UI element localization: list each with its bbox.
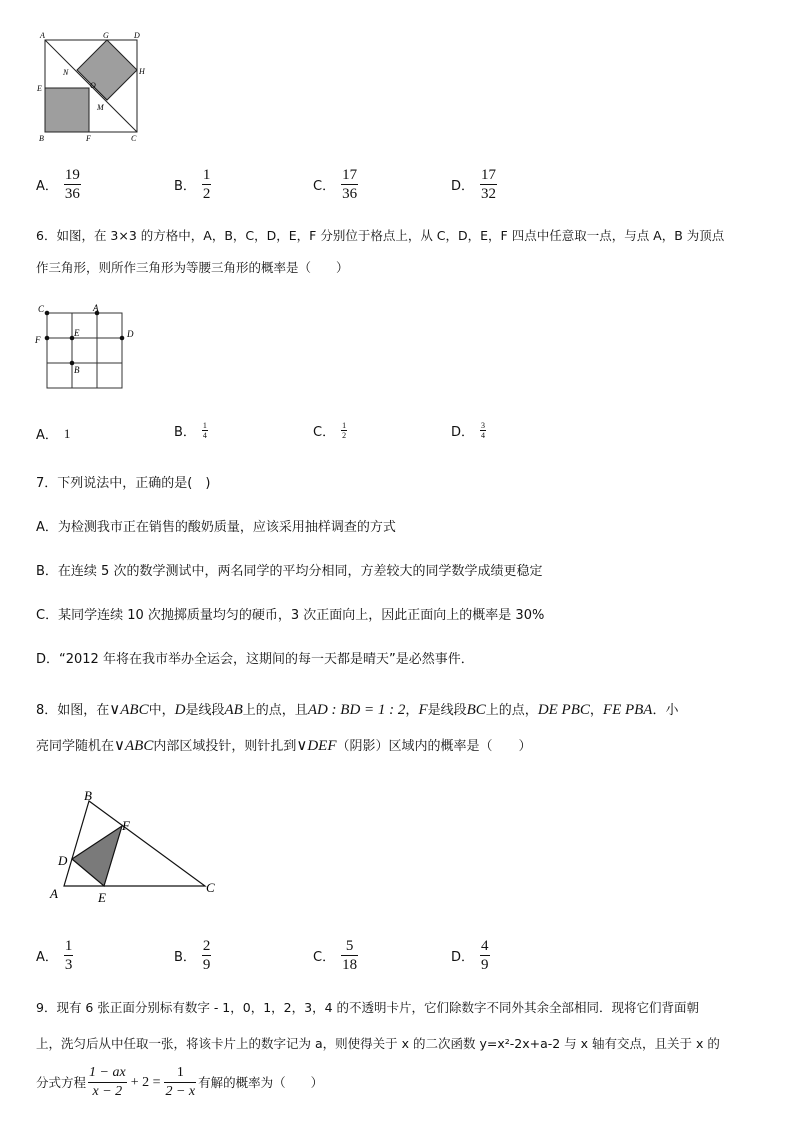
- figure-q5: [30, 28, 155, 148]
- label-M: M: [97, 103, 104, 112]
- q5-option-a[interactable]: A． $\frac{19}{36}$: [36, 167, 80, 202]
- q6-option-b[interactable]: B． $\frac{1}{4}$: [174, 421, 207, 440]
- figure-q6-grid: [30, 300, 140, 392]
- figure-q8-triangle: [40, 788, 230, 908]
- q6-option-d[interactable]: D． $\frac{3}{4}$: [451, 421, 486, 440]
- label-H: H: [139, 67, 145, 76]
- label-E: E: [74, 328, 80, 338]
- label-F: F: [86, 134, 91, 143]
- label-F: F: [122, 818, 130, 833]
- label-B: B: [84, 788, 92, 803]
- label-N: N: [63, 68, 69, 77]
- q5-option-d[interactable]: D． $\frac{17}{32}$: [451, 167, 497, 202]
- q8-option-b[interactable]: B． $\frac{2}{9}$: [174, 938, 211, 973]
- point-f: [45, 336, 50, 341]
- label-F: F: [35, 335, 41, 345]
- label-D: D: [134, 31, 140, 40]
- q7-option-a[interactable]: A．为检测我市正在销售的酸奶质量，应该采用抽样调查的方式: [36, 520, 396, 535]
- label-O: O: [90, 81, 96, 90]
- label-C: C: [38, 304, 45, 314]
- q8-option-d[interactable]: D． $\frac{4}{9}$: [451, 938, 489, 973]
- triangle-abc: [64, 801, 205, 886]
- q7-option-c[interactable]: C．某同学连续 10 次抛掷质量均匀的硬币，3 次正面向上，因此正面向上的概率是 30%: [36, 608, 545, 623]
- label-A: A: [93, 303, 99, 313]
- q9-stem-line2: 上，洗匀后从中任取一张，将该卡片上的数字记为 a，则使得关于 x 的二次函数 y=x²-2x+a-2 与 x 轴有交点，且关于 x 的: [36, 1036, 720, 1051]
- q9-stem-line1: 9．现有 6 张正面分别标有数字 - 1，0，1，2，3，4 的不透明卡片，它们除数字不同外其余全部相同．现将它们背面朝: [36, 1000, 700, 1015]
- q8-option-c[interactable]: C． $\frac{5}{18}$: [313, 938, 358, 973]
- q6-stem-line2: 作三角形，则所作三角形为等腰三角形的概率是（ ）: [36, 260, 349, 275]
- q9-stem-line3: 分式方程 $\frac{1 - ax}{x - 2}$ + 2 = $\frac{1}{2 - x}$ 有解的概率为（ ）: [36, 1065, 324, 1099]
- q5-option-c[interactable]: C． $\frac{17}{36}$: [313, 167, 358, 202]
- label-B: B: [74, 365, 80, 375]
- label-C: C: [206, 880, 215, 895]
- q8-stem-line2: 亮同学随机在∨ABC内部区域投针，则针扎到∨DEF（阴影）区域内的概率是（ ）: [36, 738, 532, 754]
- q8-option-a[interactable]: A． $\frac{1}{3}$: [36, 938, 73, 973]
- fraction-1: $\frac{1 - ax}{x - 2}$: [89, 1065, 126, 1099]
- q6-option-a[interactable]: A． 1: [36, 425, 71, 443]
- shaded-square-ebf: [45, 88, 89, 132]
- q7-option-b[interactable]: B．在连续 5 次的数学测试中，两名同学的平均分相同，方差较大的同学数学成绩更稳定: [36, 564, 543, 579]
- label-C: C: [131, 134, 137, 143]
- label-E: E: [37, 84, 42, 93]
- label-D: D: [127, 329, 134, 339]
- point-d: [120, 336, 125, 341]
- q6-option-c[interactable]: C． $\frac{1}{2}$: [313, 421, 347, 440]
- q6-stem-line1: 6．如图，在 3×3 的方格中，A，B，C，D，E，F 分别位于格点上，从 C，D，E，F 四点中任意取一点，与点 A，B 为顶点: [36, 228, 725, 243]
- q5-option-b[interactable]: B． $\frac{1}{2}$: [174, 167, 211, 202]
- label-G: G: [103, 31, 109, 40]
- q7-option-d[interactable]: D．“2012 年将在我市举办全运会，这期间的每一天都是晴天”是必然事件．: [36, 652, 474, 667]
- fraction-2: $\frac{1}{2 - x}$: [165, 1065, 196, 1099]
- label-A: A: [40, 31, 45, 40]
- label-E: E: [98, 890, 106, 905]
- q7-stem: 7．下列说法中，正确的是( ): [36, 476, 211, 491]
- label-A: A: [50, 886, 58, 901]
- q8-stem-line1: 8．如图，在∨ABC中，D是线段AB上的点，且AD : BD = 1 : 2，F是线段BC上的点，DE PBC，FE PBA．小: [36, 702, 679, 718]
- label-D: D: [58, 853, 68, 868]
- point-c: [45, 311, 50, 316]
- label-B: B: [39, 134, 44, 143]
